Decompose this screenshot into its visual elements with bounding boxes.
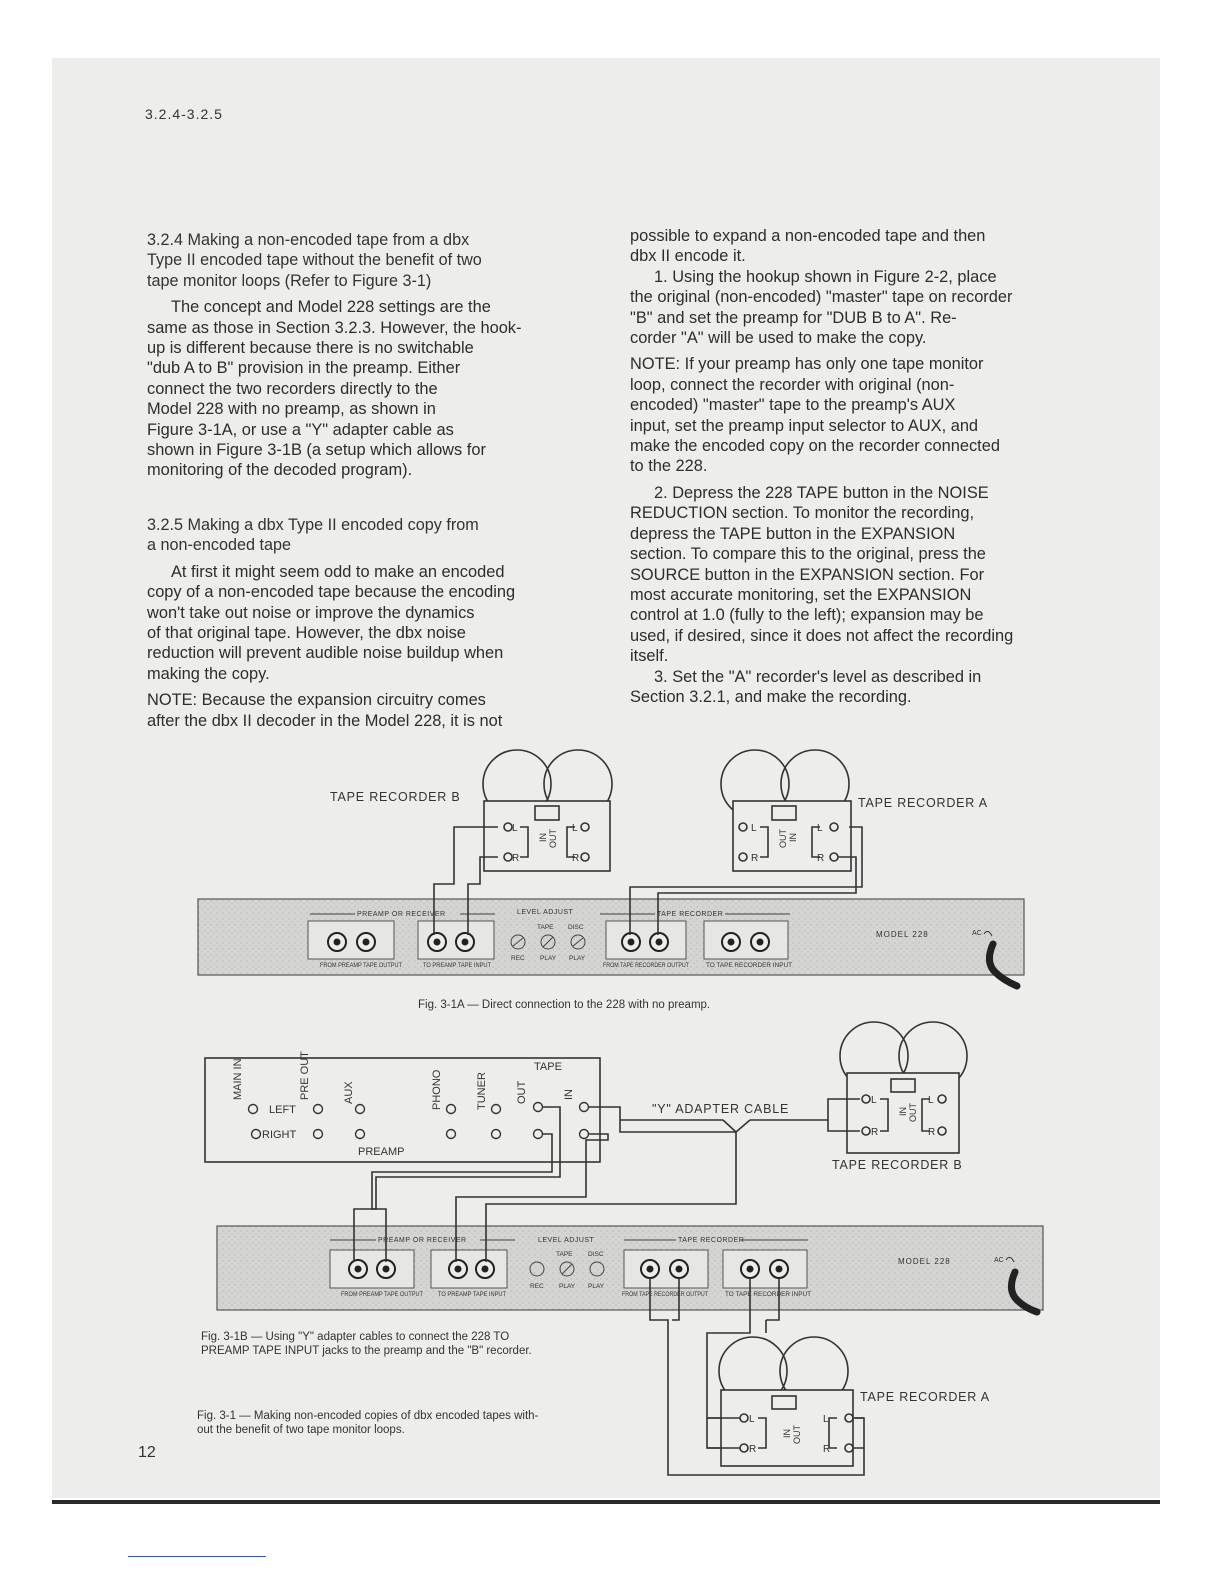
deck-label-r: R xyxy=(751,853,759,864)
deck-label-l: L xyxy=(751,823,757,834)
panel-label-to-preamp: TO PREAMP TAPE INPUT xyxy=(423,963,492,969)
label-y-adapter-cable: "Y" ADAPTER CABLE xyxy=(652,1102,790,1116)
text-line: after the dbx II decoder in the Model 228, it is not xyxy=(147,711,503,730)
panel-label-from-preamp: FROM PREAMP TAPE OUTPUT xyxy=(341,1292,424,1298)
preamp-label-main-in: MAIN IN xyxy=(232,1058,244,1100)
text-line: depress the TAPE button in the EXPANSION xyxy=(630,524,956,543)
panel-label-preamp-or-receiver: PREAMP OR RECEIVER xyxy=(378,1237,467,1244)
tape-head xyxy=(772,1396,796,1409)
deck-label-r: R xyxy=(928,1127,936,1138)
text-line: section. To compare this to the original, press the xyxy=(630,545,986,564)
panel-ac-label: AC xyxy=(994,1257,1004,1264)
panel-label-level-adjust: LEVEL ADJUST xyxy=(538,1237,595,1244)
text-line: Section 3.2.1, and make the recording. xyxy=(630,687,912,706)
text-line: copy of a non-encoded tape because the encoding xyxy=(147,583,516,602)
text-line: loop, connect the recorder with original (non- xyxy=(630,375,955,394)
text-line: Type II encoded tape without the benefit of two xyxy=(147,251,482,270)
panel-label-from-recorder: FROM TAPE RECORDER OUTPUT xyxy=(622,1292,709,1298)
deck-label-l: L xyxy=(512,823,518,834)
text-line: The concept and Model 228 settings are the xyxy=(171,298,491,317)
caption-fig-3-1b-line-2: PREAMP TAPE INPUT jacks to the preamp and the "B" recorder. xyxy=(201,1345,532,1357)
text-line: won't take out noise or improve the dynamics xyxy=(147,603,475,622)
tape-head xyxy=(772,806,796,820)
panel-model-label: MODEL 228 xyxy=(898,1257,951,1266)
preamp-label: PREAMP xyxy=(358,1146,405,1158)
panel-ac-label: AC xyxy=(972,930,982,937)
text-line: used, if desired, since it does not affect the recording xyxy=(630,626,1014,645)
deck-label-r: R xyxy=(871,1127,879,1138)
panel-label-tape-recorder: TAPE RECORDER xyxy=(678,1237,745,1244)
panel-label-from-recorder: FROM TAPE RECORDER OUTPUT xyxy=(603,963,690,969)
preamp-block xyxy=(205,1051,600,1162)
text-line: same as those in Section 3.2.3. However, the hook- xyxy=(147,318,522,337)
preamp-label-in: IN xyxy=(563,1089,575,1100)
deck-label-r: R xyxy=(817,853,825,864)
deck-label-in: IN xyxy=(898,1107,908,1116)
text-line: 2. Depress the 228 TAPE button in the NOISE xyxy=(654,483,989,502)
deck-label-r: R xyxy=(749,1444,757,1455)
panel-label-play: PLAY xyxy=(540,955,557,962)
deck-label-r: R xyxy=(512,853,520,864)
text-line: tape monitor loops (Refer to Figure 3-1) xyxy=(147,271,432,290)
text-line: 3.2.5 Making a dbx Type II encoded copy from xyxy=(147,515,479,534)
label-tape-recorder-b: TAPE RECORDER B xyxy=(330,790,461,804)
text-line: itself. xyxy=(630,647,669,666)
text-line: the original (non-encoded) "master" tape on recorder xyxy=(630,288,1013,307)
panel-label-rec: REC xyxy=(530,1283,544,1290)
text-line: connect the two recorders directly to the xyxy=(147,379,438,398)
model-228-panel-a xyxy=(198,899,1024,986)
deck-label-in: IN xyxy=(538,833,548,842)
panel-label-disc: DISC xyxy=(588,1251,604,1258)
panel-label-tape: TAPE xyxy=(556,1251,573,1258)
panel-label-level-adjust: LEVEL ADJUST xyxy=(517,909,574,916)
text-line: NOTE: If your preamp has only one tape monitor xyxy=(630,355,984,374)
tape-head xyxy=(535,806,559,820)
preamp-label-aux: AUX xyxy=(343,1081,355,1104)
preamp-label-out: OUT xyxy=(516,1080,528,1104)
deck-label-l: L xyxy=(871,1095,877,1106)
text-line: "dub A to B" provision in the preamp. Either xyxy=(147,359,461,378)
text-line: possible to expand a non-encoded tape and then xyxy=(630,227,986,245)
section-code: 3.2.4-3.2.5 xyxy=(145,106,223,122)
text-line: NOTE: Because the expansion circuitry comes xyxy=(147,691,486,710)
text-line: shown in Figure 3-1B (a setup which allows for xyxy=(147,441,486,460)
preamp-label-pre-out: PRE OUT xyxy=(299,1051,311,1100)
text-line: 3. Set the "A" recorder's level as described in xyxy=(654,667,982,686)
text-line: to the 228. xyxy=(630,457,708,476)
caption-fig-3-1-line-2: out the benefit of two tape monitor loops. xyxy=(197,1424,405,1436)
panel-label-to-recorder: TO TAPE RECORDER INPUT xyxy=(706,963,793,969)
tape-recorder-a-deck-fig-b xyxy=(707,1337,864,1466)
text-line: reduction will prevent audible noise buildup when xyxy=(147,644,504,663)
page-number: 12 xyxy=(138,1444,156,1461)
label-tape-recorder-a: TAPE RECORDER A xyxy=(858,796,988,810)
text-line: 3.2.4 Making a non-encoded tape from a dbx xyxy=(147,231,470,249)
text-line: REDUCTION section. To monitor the recording, xyxy=(630,504,975,523)
tape-recorder-b-deck xyxy=(483,750,612,871)
panel-label-to-recorder: TO TAPE RECORDER INPUT xyxy=(725,1292,812,1298)
label-tape-recorder-b: TAPE RECORDER B xyxy=(832,1158,963,1172)
text-line: monitoring of the decoded program). xyxy=(147,461,413,480)
deck-label-out: OUT xyxy=(778,829,788,848)
text-line: Model 228 with no preamp, as shown in xyxy=(147,400,436,419)
preamp-label-left: LEFT xyxy=(269,1104,296,1116)
deck-label-l: L xyxy=(817,823,823,834)
panel-label-tape-recorder: TAPE RECORDER xyxy=(657,911,724,918)
model-228-panel-b xyxy=(217,1226,1043,1312)
panel-label-tape: TAPE xyxy=(537,924,554,931)
text-line: making the copy. xyxy=(147,664,270,683)
panel-label-rec: REC xyxy=(511,955,525,962)
text-line: Figure 3-1A, or use a "Y" adapter cable as xyxy=(147,420,454,439)
caption-fig-3-1b-line-1: Fig. 3-1B — Using "Y" adapter cables to connect the 228 TO xyxy=(201,1331,510,1343)
deck-label-in: IN xyxy=(788,833,798,842)
tape-recorder-b-deck-fig-b xyxy=(840,1022,967,1153)
panel-model-label: MODEL 228 xyxy=(876,930,929,939)
panel-label-play: PLAY xyxy=(588,1283,605,1290)
deck-label-l: L xyxy=(928,1095,934,1106)
text-line: make the encoded copy on the recorder connected xyxy=(630,437,1000,456)
panel-label-from-preamp: FROM PREAMP TAPE OUTPUT xyxy=(320,963,403,969)
deck-label-in: IN xyxy=(782,1429,792,1438)
text-line: dbx II encode it. xyxy=(630,247,746,266)
deck-label-out: OUT xyxy=(792,1425,802,1444)
preamp-label-right: RIGHT xyxy=(262,1129,297,1141)
preamp-label-tape: TAPE xyxy=(534,1061,562,1073)
deck-label-l: L xyxy=(572,823,578,834)
preamp-label-tuner: TUNER xyxy=(476,1072,488,1110)
deck-label-r: R xyxy=(572,853,580,864)
panel-label-preamp-or-receiver: PREAMP OR RECEIVER xyxy=(357,911,446,918)
text-line: input, set the preamp input selector to AUX, and xyxy=(630,416,979,435)
text-line: SOURCE button in the EXPANSION section. For xyxy=(630,565,985,584)
deck-label-l: L xyxy=(823,1414,829,1425)
tape-head xyxy=(891,1079,915,1092)
preamp-label-phono: PHONO xyxy=(431,1069,443,1110)
deck-label-r: R xyxy=(823,1444,831,1455)
panel-label-play: PLAY xyxy=(569,955,586,962)
text-line: up is different because there is no switchable xyxy=(147,339,474,358)
text-line: encoded) "master" tape to the preamp's AUX xyxy=(630,396,956,415)
panel-label-play: PLAY xyxy=(559,1283,576,1290)
text-line: 1. Using the hookup shown in Figure 2-2, place xyxy=(654,267,997,286)
text-line: most accurate monitoring, set the EXPANSION xyxy=(630,585,972,604)
caption-fig-3-1-line-1: Fig. 3-1 — Making non-encoded copies of dbx encoded tapes with- xyxy=(197,1410,539,1422)
text-line: control at 1.0 (fully to the left); expansion may be xyxy=(630,606,984,625)
text-line: At first it might seem odd to make an encoded xyxy=(171,562,505,581)
text-line: corder "A" will be used to make the copy. xyxy=(630,329,927,348)
deck-label-out: OUT xyxy=(548,829,558,848)
text-line: of that original tape. However, the dbx noise xyxy=(147,623,466,642)
panel-label-disc: DISC xyxy=(568,924,584,931)
tape-recorder-a-deck xyxy=(721,750,851,871)
panel-label-to-preamp: TO PREAMP TAPE INPUT xyxy=(438,1292,507,1298)
text-line: "B" and set the preamp for "DUB B to A". Re- xyxy=(630,308,957,327)
deck-label-l: L xyxy=(749,1414,755,1425)
label-tape-recorder-a: TAPE RECORDER A xyxy=(860,1390,990,1404)
caption-fig-3-1a: Fig. 3-1A — Direct connection to the 228 with no preamp. xyxy=(418,999,711,1011)
deck-label-out: OUT xyxy=(908,1103,918,1122)
text-line: a non-encoded tape xyxy=(147,536,292,555)
